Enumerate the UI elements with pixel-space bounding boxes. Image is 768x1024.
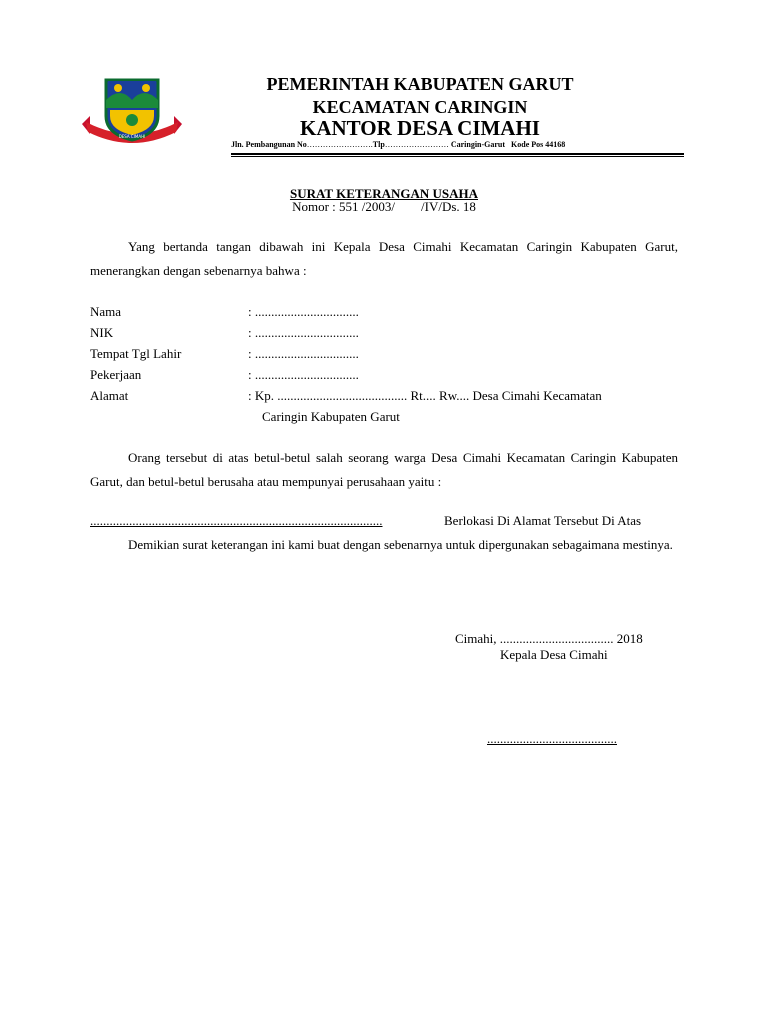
field-label-occupation: Pekerjaan bbox=[90, 367, 142, 382]
signature-place-date: Cimahi, ................................... 2018 bbox=[455, 631, 643, 646]
field-label-nama: Nama bbox=[90, 304, 122, 319]
address-phone-dots: …………………… bbox=[384, 140, 449, 149]
header-office: KANTOR DESA CIMAHI bbox=[300, 116, 540, 140]
address-city: Caringin-Garut bbox=[450, 140, 506, 149]
header-government: PEMERINTAH KABUPATEN GARUT bbox=[266, 74, 574, 94]
field-label-birth: Tempat Tgl Lahir bbox=[90, 346, 182, 361]
field-label-address: Alamat bbox=[90, 388, 129, 403]
field-value-birth: : ................................ bbox=[248, 346, 359, 361]
document-title: SURAT KETERANGAN USAHA bbox=[289, 186, 479, 201]
statement-paragraph: Orang tersebut di atas betul-betul salah seorang warga Desa Cimahi Kecamatan Caringin Kabupaten Garut, dan betul-betul berusaha atau mempunyai perusahaan yaitu : bbox=[90, 450, 678, 489]
document-number: Nomor : 551 /2003/ /IV/Ds. 18 bbox=[292, 199, 476, 214]
business-line bbox=[90, 513, 383, 529]
intro-paragraph: Yang bertanda tangan dibawah ini Kepala Desa Cimahi Kecamatan Caringin Kabupaten Garut, menerangkan dengan sebenarnya bahwa : bbox=[90, 239, 678, 278]
signature-name-line: ........................................ bbox=[487, 731, 617, 746]
village-emblem-logo bbox=[80, 72, 184, 150]
field-label-nik: NIK bbox=[90, 325, 114, 340]
field-value-nama: : ................................ bbox=[248, 304, 359, 319]
signature-position: Kepala Desa Cimahi bbox=[500, 647, 608, 662]
field-value-address-line2: Caringin Kabupaten Garut bbox=[262, 409, 400, 424]
business-dots: .......................................................................................... bbox=[90, 513, 383, 528]
header-district: KECAMATAN CARINGIN bbox=[312, 97, 528, 117]
field-value-nik: : ................................ bbox=[248, 325, 359, 340]
field-value-address: : Kp. ........................................ Rt.... Rw.... Desa Cimahi Kecamatan bbox=[248, 388, 602, 403]
address-street-label: Jln. Pembangunan No bbox=[231, 140, 307, 149]
address-postal: Kode Pos 44168 bbox=[511, 140, 566, 149]
logo-text: DESA CIMAHI bbox=[118, 134, 146, 139]
closing-paragraph: Demikian surat keterangan ini kami buat dengan sebenarnya untuk dipergunakan sebagaimana mestinya. bbox=[128, 537, 673, 552]
address-street-dots: ……………………. bbox=[306, 140, 373, 149]
address-phone-label: Tlp bbox=[372, 140, 385, 149]
business-suffix: Berlokasi Di Alamat Tersebut Di Atas bbox=[444, 513, 642, 528]
header-rule-thin bbox=[231, 156, 684, 157]
header-address bbox=[231, 140, 565, 149]
header-rule-thick bbox=[231, 153, 684, 155]
field-value-occupation: : ................................ bbox=[248, 367, 359, 382]
